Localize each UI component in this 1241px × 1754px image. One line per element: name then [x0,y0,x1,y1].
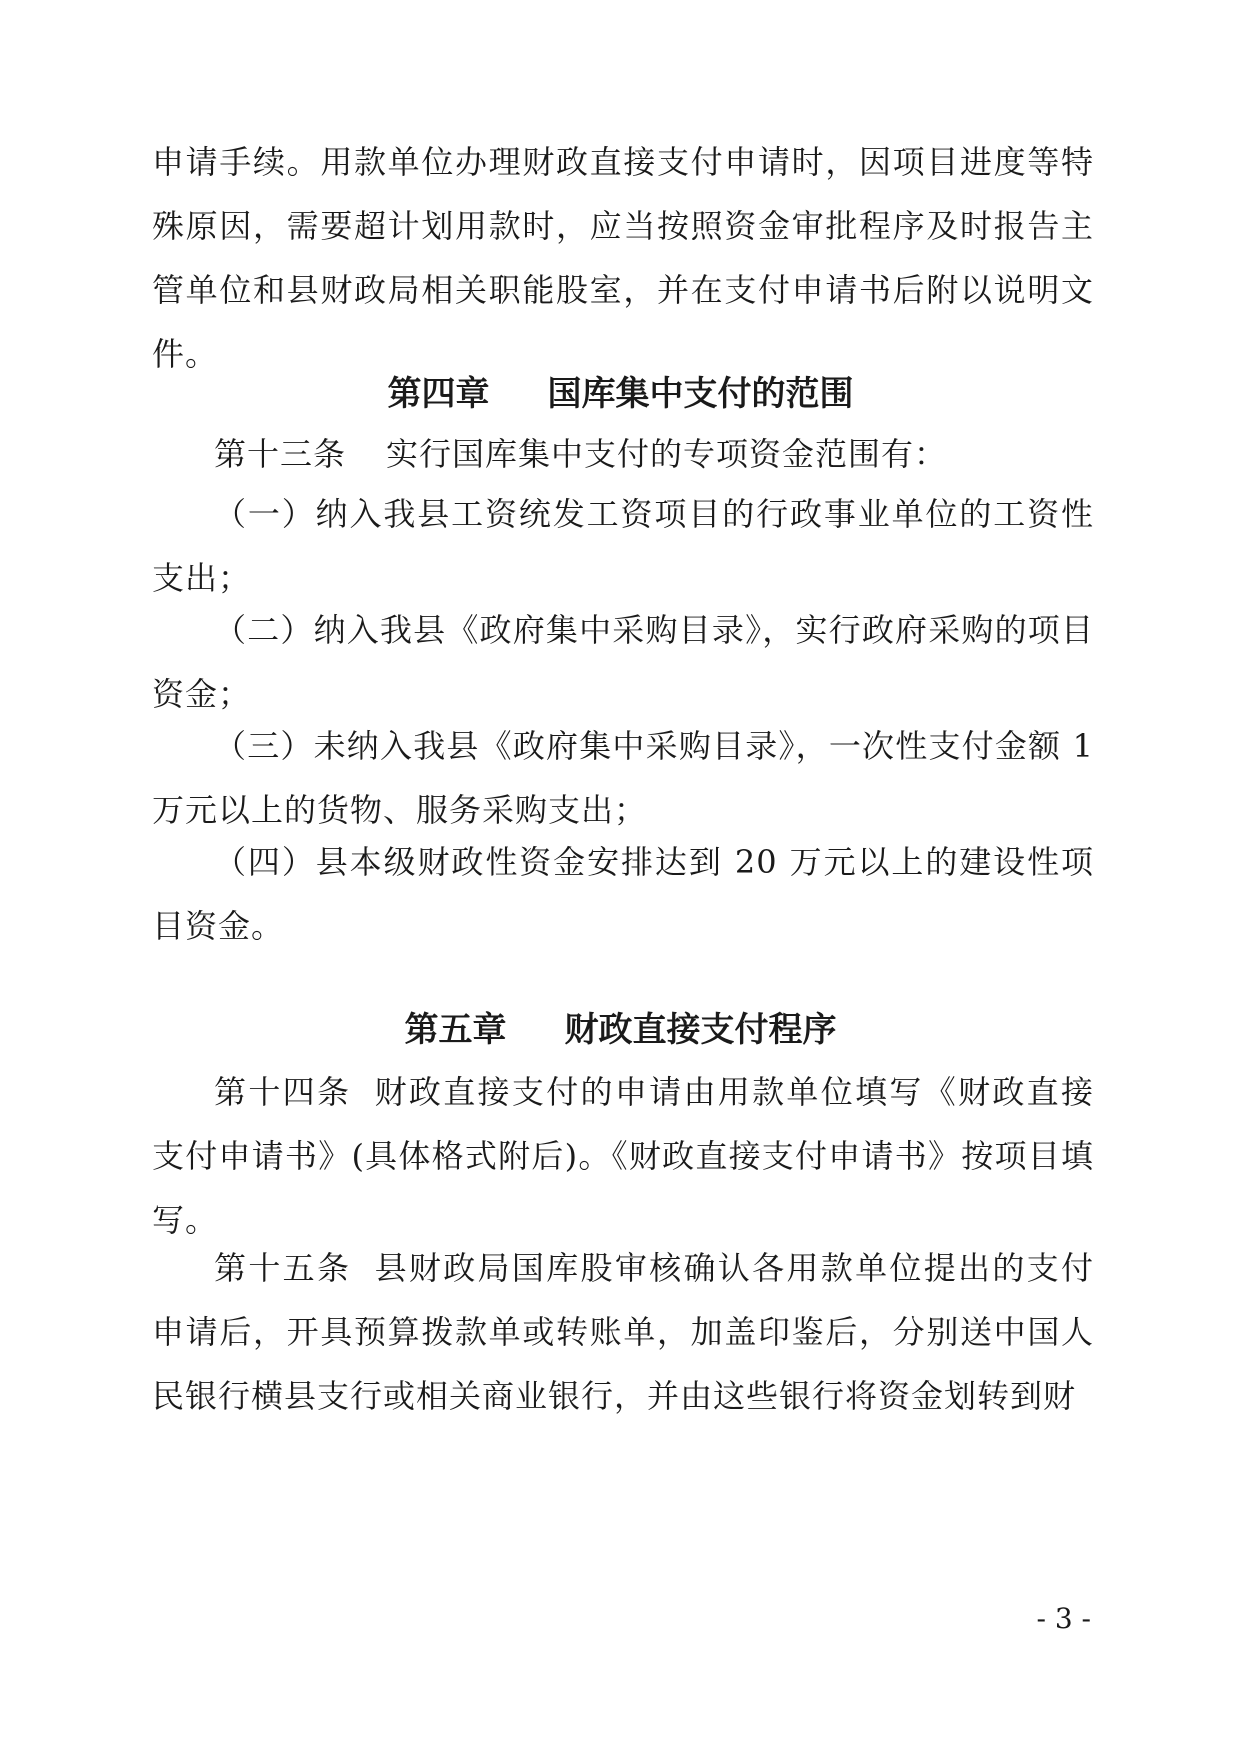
paragraph-application-procedure: 申请手续。用款单位办理财政直接支付申请时，因项目进度等特殊原因，需要超计划用款时，应当按照资金审批程序及时报告主管单位和县财政局相关职能股室，并在支付申请书后附以说明文件。 [152,143,1094,373]
article-15-text: 县财政局国库股审核确认各用款单位提出的支付申请后，开具预算拨款单或转账单，加盖印鉴后，分别送中国人民银行横县支行或相关商业银行，并由这些银行将资金划转到财 [152,1249,1094,1415]
article-13 [152,422,1094,486]
chapter-4-number: 第四章 [387,374,490,414]
article-15 [152,1236,1094,1428]
scope-item-1: （一）纳入我县工资统发工资项目的行政事业单位的工资性支出； [152,495,1094,597]
article-13-number: 第十三条 [214,435,347,473]
scope-item-4: （四）县本级财政性资金安排达到 20 万元以上的建设性项目资金。 [152,843,1094,945]
article-13-text: 实行国库集中支付的专项资金范围有： [386,435,948,473]
scope-item-3: （三）未纳入我县《政府集中采购目录》，一次性支付金额 1 万元以上的货物、服务采购支出； [152,727,1094,829]
chapter-5-number: 第五章 [404,1010,507,1050]
chapter-4-heading [0,369,1241,419]
article-14-text: 财政直接支付的申请由用款单位填写《财政直接支付申请书》(具体格式附后)。《财政直接支付申请书》按项目填写。 [152,1073,1094,1239]
article-14 [152,1060,1094,1252]
chapter-5-heading [0,1005,1241,1055]
chapter-5-title: 财政直接支付程序 [564,1010,837,1050]
article-15-number: 第十五条 [214,1249,352,1287]
article-14-number: 第十四条 [214,1073,352,1111]
chapter-4-title: 国库集中支付的范围 [547,374,854,414]
page-number: - 3 - [1036,1602,1091,1635]
scope-item-2: （二）纳入我县《政府集中采购目录》，实行政府采购的项目资金； [152,611,1094,713]
